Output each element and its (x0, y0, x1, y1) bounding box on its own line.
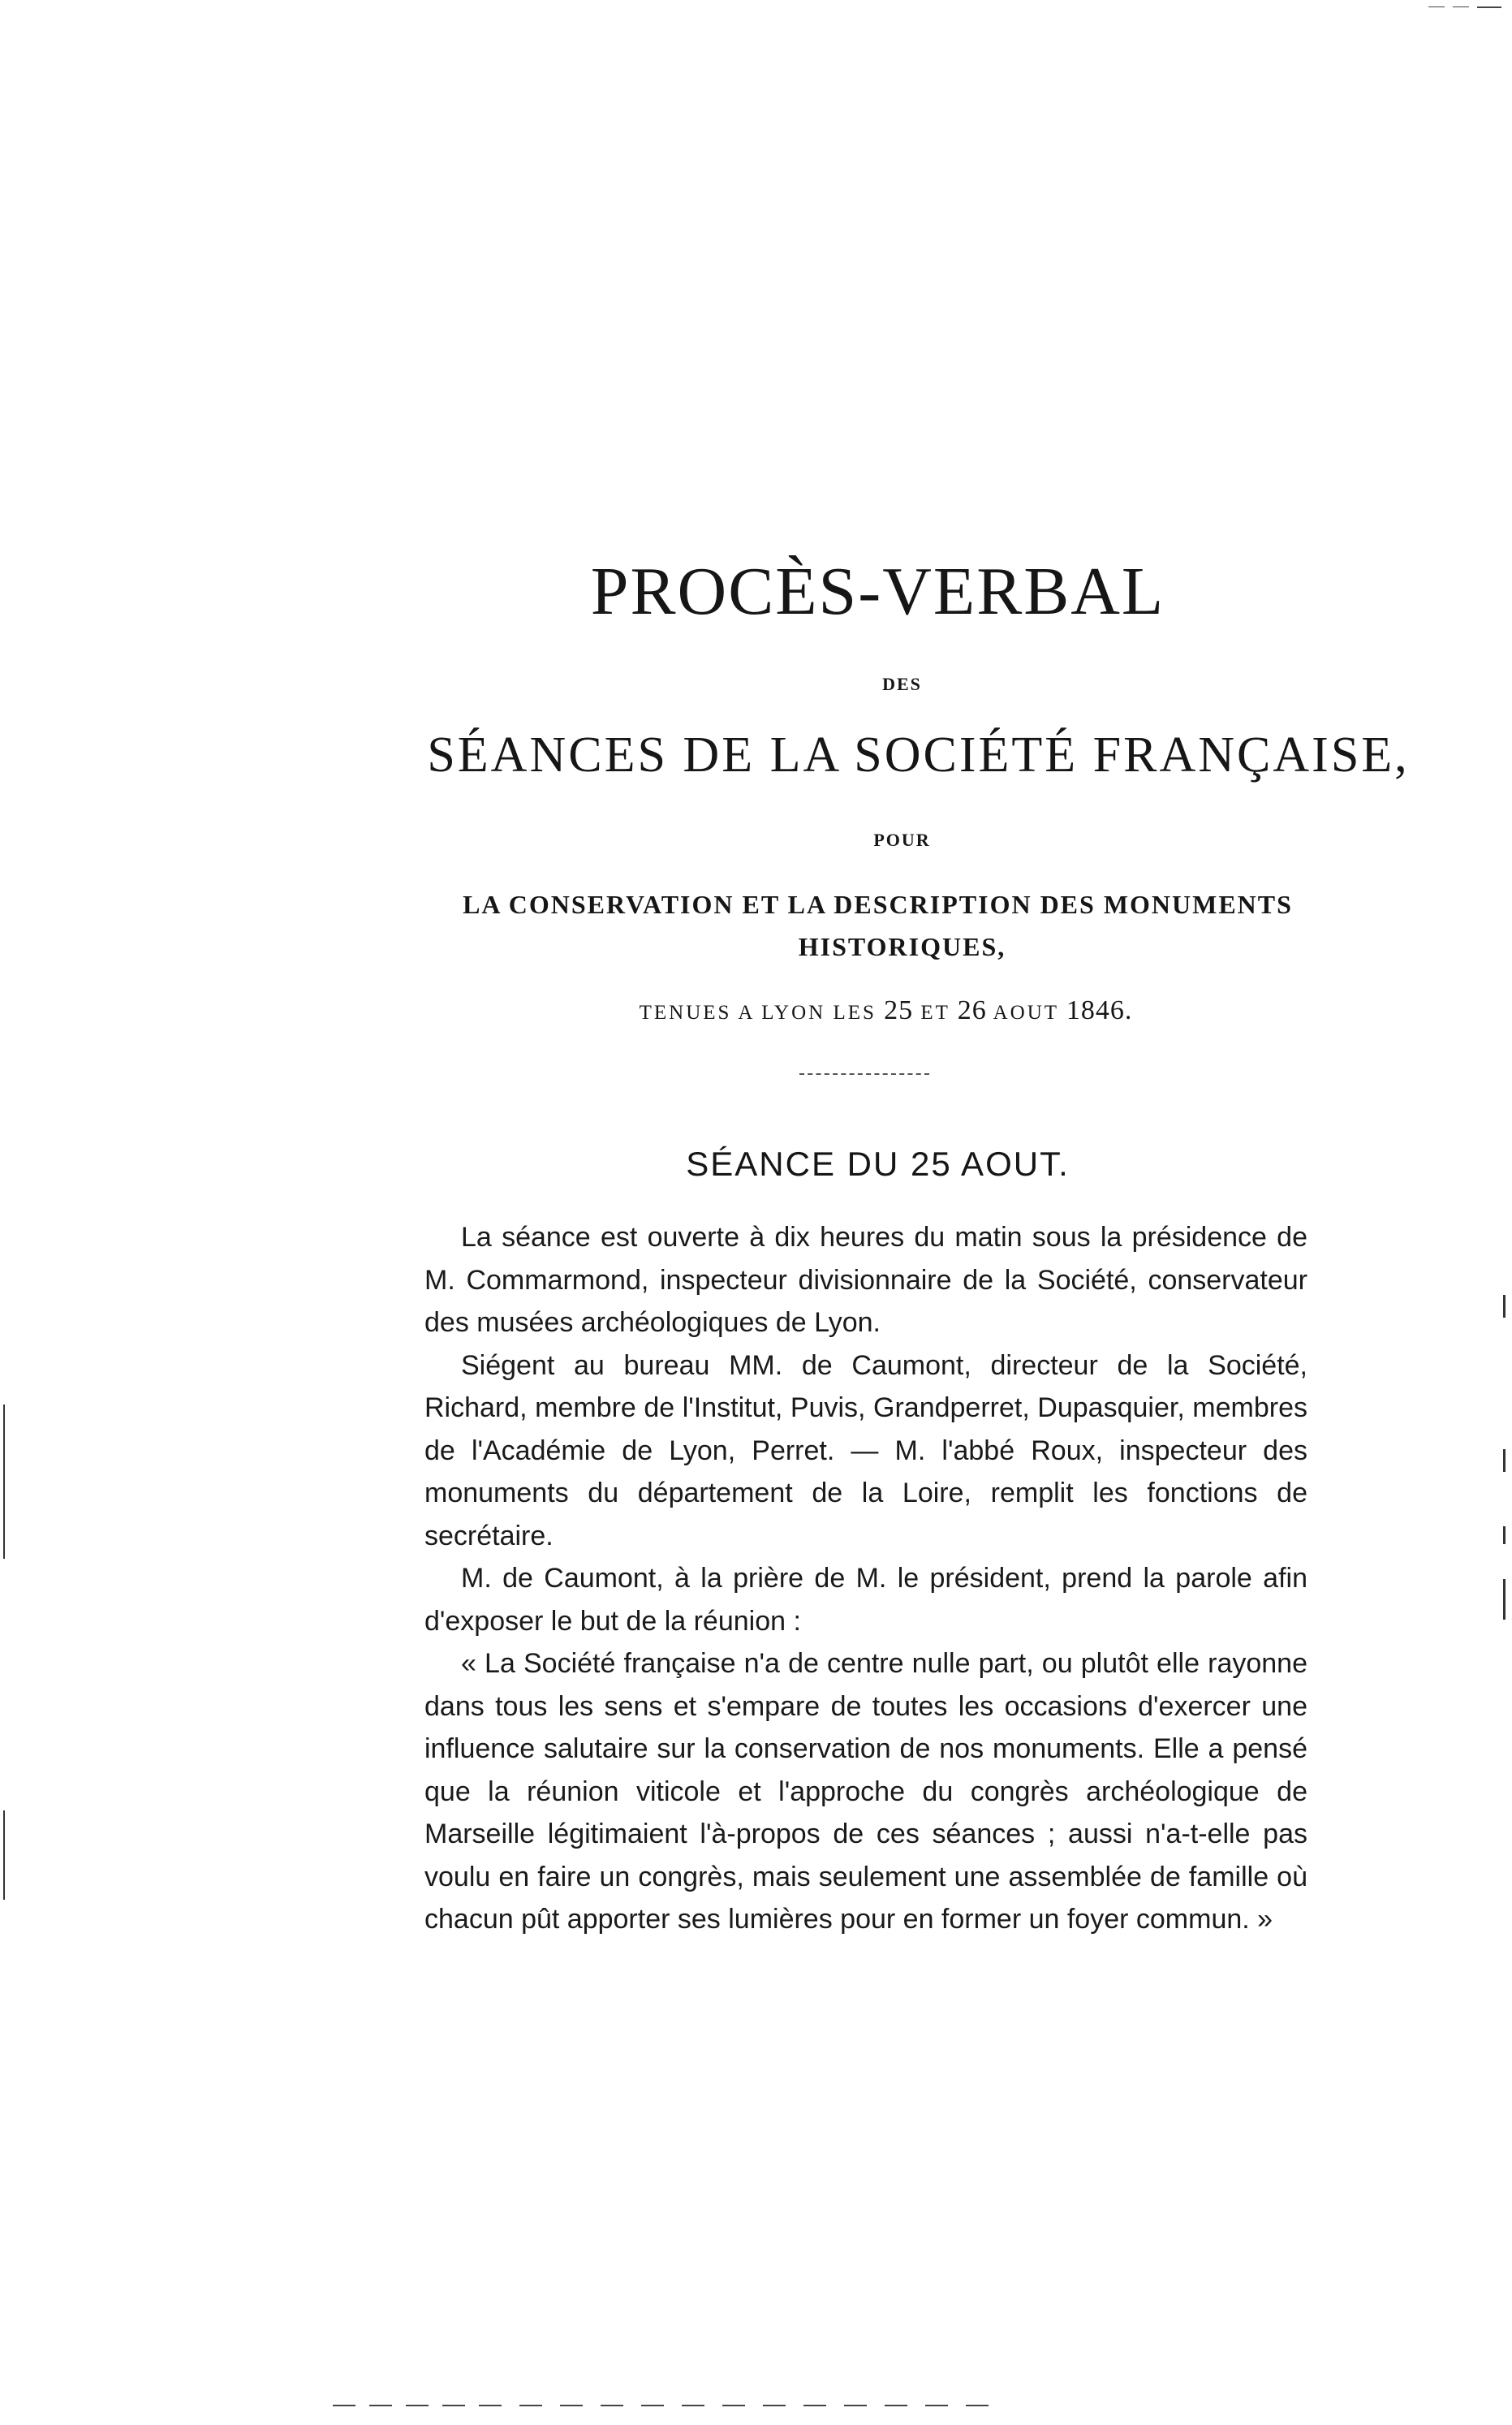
date-day-1: 25 (884, 995, 914, 1025)
ornament-rule (799, 1073, 929, 1077)
purpose-line-2: HISTORIQUES, (798, 932, 1006, 961)
date-day-2: 26 (957, 995, 987, 1025)
scan-mark (1503, 1526, 1506, 1544)
scan-dash (925, 2405, 948, 2406)
connector-pour: POUR (873, 830, 931, 850)
scan-mark (3, 1810, 5, 1900)
subtitle: SÉANCES DE LA SOCIÉTÉ FRANÇAISE, (427, 727, 1410, 783)
scan-dash (1428, 6, 1445, 7)
dates-prefix: TENUES A LYON LES (639, 1002, 877, 1024)
dates-et: ET (920, 1002, 950, 1024)
paragraph: La séance est ouverte à dix heures du matin sous la présidence de M. Commarmond, inspecteur divisionnaire de la Société, conservateur des musées archéologiques de Lyon. (424, 1222, 1307, 1338)
scan-mark (1503, 1295, 1506, 1318)
purpose-line-1: LA CONSERVATION ET LA DESCRIPTION DES MONUMENTS (463, 890, 1293, 919)
scan-dash (442, 2405, 465, 2406)
page-title: PROCÈS-VERBAL (590, 554, 1165, 629)
session-heading: SÉANCE DU 25 AOUT. (686, 1145, 1070, 1183)
paragraph: Siégent au bureau MM. de Caumont, directeur de la Société, Richard, membre de l'Institut, Puvis, Grandperret, Dupasquier, membres de l'Académie de Lyon, Perret. — M. l'abbé Roux, inspecteur des monuments du département de la Loire, remplit les fonctions de secrétaire. (424, 1349, 1307, 1551)
scan-dash (641, 2405, 664, 2406)
scan-dash (519, 2405, 542, 2406)
scan-dash (803, 2405, 826, 2406)
scan-dash (966, 2405, 989, 2406)
scan-dash (844, 2405, 867, 2406)
scan-dash (333, 2405, 355, 2406)
paragraph: M. de Caumont, à la prière de M. le président, prend la parole afin d'exposer le but de la réunion : (424, 1563, 1307, 1637)
scan-dash (1477, 6, 1501, 8)
scan-dash (560, 2405, 583, 2406)
scan-mark (1503, 1449, 1506, 1472)
scan-dash (479, 2405, 502, 2406)
scan-dash (885, 2405, 907, 2406)
scan-dash (763, 2405, 786, 2406)
paragraph: « La Société française n'a de centre nulle part, ou plutôt elle rayonne dans tous les sens et s'empare de toutes les occasions d'exercer une influence salutaire sur la conservation de nos monuments. Elle a pensé que la réunion viticole et l'approche du congrès archéologique de Marseille légitimaient l'à-propos de ces séances ; aussi n'a-t-elle pas voulu en faire un congrès, mais seulement une assemblée de famille où chacun pût apporter ses lumières pour en former un foyer commun. » (424, 1648, 1307, 1935)
scan-mark (1503, 1579, 1506, 1620)
scan-dash (722, 2405, 745, 2406)
dates-month: AOUT (993, 1002, 1059, 1024)
connector-des: DES (882, 674, 922, 694)
body-text (424, 1216, 1307, 1941)
scan-dash (682, 2405, 704, 2406)
scan-dash (601, 2405, 623, 2406)
scan-dash (406, 2405, 429, 2406)
scan-dash (369, 2405, 392, 2406)
dates-line (130, 995, 1512, 1026)
scan-mark (3, 1405, 5, 1559)
scan-dash (1453, 6, 1469, 7)
date-year: 1846. (1066, 995, 1133, 1025)
